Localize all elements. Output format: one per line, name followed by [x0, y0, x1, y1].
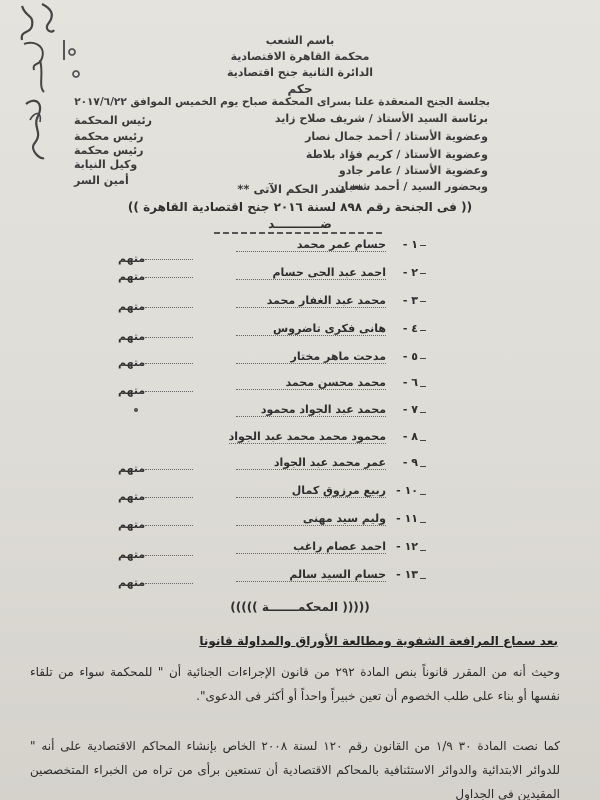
status-label: متهم [118, 356, 146, 369]
defendant-number: ٣ - [402, 294, 418, 307]
defendant-status [118, 270, 228, 283]
list-bullet [420, 494, 426, 495]
list-bullet [420, 412, 426, 413]
defendant-name: حسام السيد سالم [236, 568, 386, 582]
status-label: متهم [118, 576, 146, 589]
panel-role-1: رئيس المحكمة [74, 114, 152, 127]
defendant-name: محمد عبد الغفار محمد [236, 294, 386, 308]
defendant-name: احمد عبد الحى حسام [236, 266, 386, 280]
defendant-status [118, 462, 228, 475]
defendant-name: ربيع مرزوق كمال [236, 484, 386, 498]
list-bullet [420, 386, 426, 387]
defendant-status [118, 356, 228, 369]
status-dots [145, 497, 193, 498]
status-label: متهم [118, 548, 146, 561]
defendant-number: ٥ - [402, 350, 418, 363]
panel-member-5: وبحضور السيد / أحمد شعبان [335, 180, 488, 193]
defendant-name: هانى فكرى تاضروس [236, 322, 386, 336]
court-section-title: ((((( المحكمـــــــة ))))) [230, 600, 370, 614]
defendant-name: احمد عصام راغب [236, 540, 386, 554]
defendant-name: عمر محمد عبد الجواد [236, 456, 386, 470]
defendant-number: ٨ - [402, 430, 418, 443]
status-dots [145, 411, 193, 412]
panel-role-5: أمين السر [74, 174, 129, 187]
list-bullet [420, 440, 426, 441]
defendant-status [118, 330, 228, 343]
defendant-name: وليم سيد مهنى [236, 512, 386, 526]
list-bullet [420, 245, 426, 246]
defendant-status [118, 576, 228, 589]
status-label: متهم [118, 384, 146, 397]
panel-member-3: وعضوية الأستاذ / كريم فؤاد بلاطة [305, 148, 488, 161]
defendant-status [118, 518, 228, 531]
status-dots [145, 363, 193, 364]
defendant-status [118, 548, 228, 561]
panel-role-2: رئيس محكمة [74, 130, 144, 143]
defendant-name: محمد عبد الجواد محمود [236, 403, 386, 417]
list-bullet [420, 358, 426, 359]
status-label: متهم [118, 330, 146, 343]
defendant-name: محمد محسن محمد [236, 376, 386, 390]
section-heading: بعد سماع المرافعة الشفوية ومطالعة الأوراق والمداولة قانونا [199, 634, 558, 648]
panel-member-2: وعضوية الأستاذ / أحمد جمال نصار [305, 130, 488, 143]
panel-role-4: وكيل النيابة [74, 158, 138, 171]
status-dots [145, 525, 193, 526]
defendant-number: ٦ - [402, 376, 418, 389]
defendant-status [118, 490, 228, 503]
versus-label: ضـــــــــــد [268, 217, 332, 231]
status-label [118, 404, 145, 417]
status-label: متهم [118, 462, 146, 475]
defendant-number: ١٣ - [396, 568, 418, 581]
defendant-status [118, 252, 228, 265]
status-dots [145, 259, 193, 260]
list-bullet [420, 578, 426, 579]
status-dots [145, 277, 193, 278]
status-label: متهم [118, 300, 146, 313]
list-bullet [420, 273, 426, 274]
body-paragraph-2: كما نصت المادة ٣٠ ١/٩ من القانون رقم ١٢٠ لسنة ٢٠٠٨ الخاص بإنشاء المحاكم الاقتصادية على أنه " للدوائر الابتدائية والدوائر الاستئنافية بالمحاكم الاقتصادية أن تستعين برأى من تراه من الخبراء المتخصصين المقيدين فى الجداول [30, 739, 561, 800]
circuit-name: الدائرة الثانية جنح اقتصادية [226, 66, 374, 79]
status-dots [145, 307, 193, 308]
case-title: (( فى الجنحة رقم ٨٩٨ لسنة ٢٠١٦ جنح اقتصادية القاهرة )) [127, 200, 473, 214]
list-bullet [420, 522, 426, 523]
status-dots [145, 583, 193, 584]
defendant-row [158, 238, 418, 252]
defendant-status [118, 384, 228, 397]
status-dots [145, 555, 193, 556]
court-name: محكمة القاهرة الاقتصادية [230, 50, 370, 63]
status-label [118, 432, 145, 445]
status-label: متهم [118, 490, 146, 503]
body-paragraph-1: وحيث أنه من المقرر قانوناً بنص المادة ٢٩٢ من قانون الإجراءات الجنائية أن " للمحكمة سواء من تلقاء نفسها أو بناء على طلب الخصوم أن تعين خبيراً واحداً أو أكثر فى الدعوى". [30, 665, 560, 703]
defendant-number: ١٢ - [396, 540, 418, 553]
status-label: متهم [118, 252, 146, 265]
defendant-name: حسام عمر محمد [236, 238, 386, 252]
defendant-number: ٧ - [402, 403, 418, 416]
list-bullet [420, 466, 426, 467]
status-dots [145, 469, 193, 470]
status-dots [145, 337, 193, 338]
status-label: متهم [118, 518, 146, 531]
panel-member-4: وعضوية الأستاذ / عامر جادو [338, 164, 488, 177]
status-dots [145, 391, 193, 392]
panel-member-1: برئاسة السيد الأستاذ / شريف صلاح زايد [274, 112, 488, 125]
defendant-number: ١٠ - [396, 484, 418, 497]
list-bullet [420, 301, 426, 302]
defendant-number: ٩ - [402, 456, 418, 469]
defendant-number: ٢ - [402, 266, 418, 279]
versus-underline [214, 232, 384, 234]
panel-role-3: رئيس محكمة [74, 144, 144, 157]
judgment-title: حكم [287, 82, 313, 96]
defendant-number: ١ - [402, 238, 418, 251]
defendant-number: ١١ - [396, 512, 418, 525]
defendant-name: محمود محمد محمد عبد الجواد [228, 430, 386, 443]
defendant-status [118, 300, 228, 313]
defendant-number: ٤ - [402, 322, 418, 335]
list-bullet [420, 550, 426, 551]
status-label: متهم [118, 270, 146, 283]
defendant-name: مدحت ماهر مختار [236, 350, 386, 364]
verdict-intro: ** صدر الحكم الآتى ** [237, 182, 363, 196]
list-bullet [420, 330, 426, 331]
republic-line: باسم الشعب [265, 34, 335, 47]
session-line: بجلسة الجنح المنعقدة علنا بسراى المحكمة صباح يوم الخميس الموافق ٢٠١٧/٦/٢٢ [74, 96, 490, 108]
status-dots [145, 439, 193, 440]
